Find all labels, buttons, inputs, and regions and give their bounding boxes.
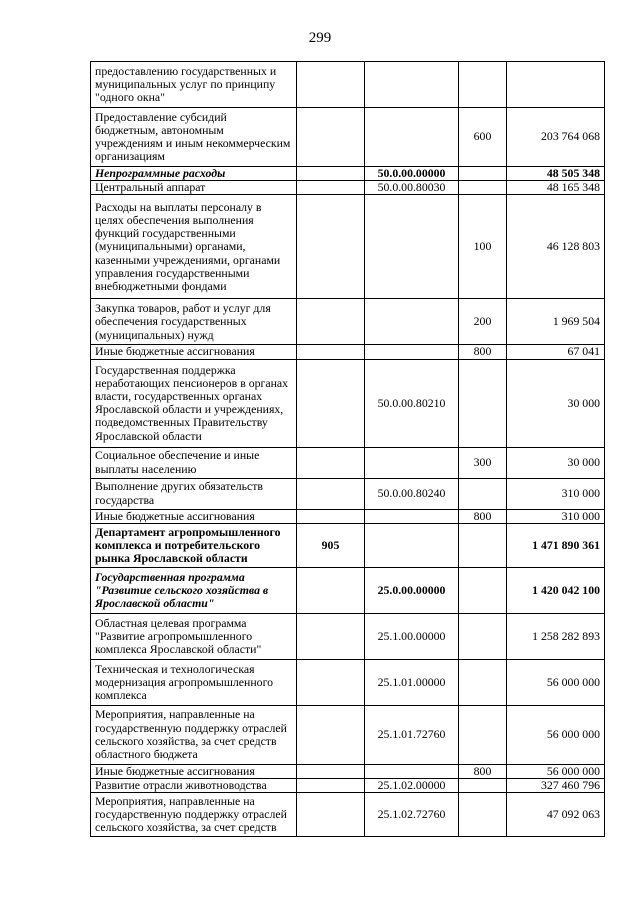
target-article-cell bbox=[365, 108, 459, 167]
amount-cell: 1 471 890 361 bbox=[507, 523, 605, 567]
item-name-cell: Непрограммные расходы bbox=[91, 167, 297, 181]
budget-table bbox=[90, 61, 605, 837]
table-row bbox=[91, 659, 605, 705]
table-row bbox=[91, 793, 605, 837]
expense-type-cell bbox=[459, 793, 507, 837]
table-row bbox=[91, 705, 605, 764]
target-article-cell: 50.0.00.80240 bbox=[365, 478, 459, 509]
item-name-cell: Государственная программа "Развитие сельского хозяйства в Ярославской области" bbox=[91, 567, 297, 613]
item-name-cell: Иные бюджетные ассигнования bbox=[91, 345, 297, 359]
department-code-cell bbox=[297, 793, 365, 837]
amount-cell: 56 000 000 bbox=[507, 764, 605, 778]
expense-type-cell bbox=[459, 181, 507, 195]
target-article-cell bbox=[365, 523, 459, 567]
amount-cell: 327 460 796 bbox=[507, 779, 605, 793]
expense-type-cell bbox=[459, 478, 507, 509]
table-row bbox=[91, 523, 605, 567]
item-name-cell: Развитие отрасли животноводства bbox=[91, 779, 297, 793]
amount-cell: 46 128 803 bbox=[507, 195, 605, 299]
item-name-cell: Закупка товаров, работ и услуг для обеспечения государственных (муниципальных) нужд bbox=[91, 299, 297, 345]
amount-cell: 203 764 068 bbox=[507, 108, 605, 167]
target-article-cell: 25.1.02.72760 bbox=[365, 793, 459, 837]
target-article-cell bbox=[365, 62, 459, 108]
department-code-cell bbox=[297, 659, 365, 705]
expense-type-cell: 300 bbox=[459, 447, 507, 478]
table-row bbox=[91, 167, 605, 181]
item-name-cell: Иные бюджетные ассигнования bbox=[91, 764, 297, 778]
table-row bbox=[91, 359, 605, 447]
target-article-cell: 25.1.01.72760 bbox=[365, 705, 459, 764]
table-row bbox=[91, 345, 605, 359]
amount-cell: 56 000 000 bbox=[507, 659, 605, 705]
expense-type-cell bbox=[459, 613, 507, 659]
target-article-cell bbox=[365, 447, 459, 478]
department-code-cell bbox=[297, 299, 365, 345]
expense-type-cell bbox=[459, 523, 507, 567]
table-row bbox=[91, 447, 605, 478]
table-row bbox=[91, 478, 605, 509]
department-code-cell bbox=[297, 108, 365, 167]
amount-cell: 48 165 348 bbox=[507, 181, 605, 195]
department-code-cell bbox=[297, 478, 365, 509]
department-code-cell bbox=[297, 195, 365, 299]
table-row bbox=[91, 108, 605, 167]
expense-type-cell: 800 bbox=[459, 509, 507, 523]
target-article-cell bbox=[365, 764, 459, 778]
item-name-cell: Расходы на выплаты персоналу в целях обеспечения выполнения функций государственными (муниципальными) органами, казенными учреждениями, органами управления государственными внебюджетными фондами bbox=[91, 195, 297, 299]
department-code-cell bbox=[297, 62, 365, 108]
amount-cell: 1 258 282 893 bbox=[507, 613, 605, 659]
target-article-cell: 50.0.00.80210 bbox=[365, 359, 459, 447]
target-article-cell bbox=[365, 345, 459, 359]
target-article-cell: 25.1.02.00000 bbox=[365, 779, 459, 793]
expense-type-cell: 600 bbox=[459, 108, 507, 167]
expense-type-cell bbox=[459, 62, 507, 108]
item-name-cell: Выполнение других обязательств государства bbox=[91, 478, 297, 509]
item-name-cell: Департамент агропромышленного комплекса и потребительского рынка Ярославской области bbox=[91, 523, 297, 567]
item-name-cell: Иные бюджетные ассигнования bbox=[91, 509, 297, 523]
amount-cell: 67 041 bbox=[507, 345, 605, 359]
amount-cell: 47 092 063 bbox=[507, 793, 605, 837]
amount-cell: 56 000 000 bbox=[507, 705, 605, 764]
department-code-cell bbox=[297, 359, 365, 447]
target-article-cell bbox=[365, 299, 459, 345]
target-article-cell: 25.1.01.00000 bbox=[365, 659, 459, 705]
table-row bbox=[91, 764, 605, 778]
item-name-cell: Социальное обеспечение и иные выплаты населению bbox=[91, 447, 297, 478]
department-code-cell bbox=[297, 764, 365, 778]
table-row bbox=[91, 195, 605, 299]
table-row bbox=[91, 779, 605, 793]
department-code-cell bbox=[297, 345, 365, 359]
expense-type-cell bbox=[459, 167, 507, 181]
department-code-cell bbox=[297, 613, 365, 659]
department-code-cell bbox=[297, 509, 365, 523]
department-code-cell bbox=[297, 567, 365, 613]
item-name-cell: Техническая и технологическая модернизация агропромышленного комплекса bbox=[91, 659, 297, 705]
table-row bbox=[91, 181, 605, 195]
target-article-cell bbox=[365, 509, 459, 523]
department-code-cell bbox=[297, 705, 365, 764]
expense-type-cell: 100 bbox=[459, 195, 507, 299]
amount-cell: 1 969 504 bbox=[507, 299, 605, 345]
item-name-cell: Мероприятия, направленные на государственную поддержку отраслей сельского хозяйства, за счет средств bbox=[91, 793, 297, 837]
target-article-cell bbox=[365, 195, 459, 299]
table-row bbox=[91, 62, 605, 108]
expense-type-cell bbox=[459, 359, 507, 447]
item-name-cell: предоставлению государственных и муниципальных услуг по принципу "одного окна" bbox=[91, 62, 297, 108]
item-name-cell: Мероприятия, направленные на государственную поддержку отраслей сельского хозяйства, за счет средств областного бюджета bbox=[91, 705, 297, 764]
department-code-cell bbox=[297, 167, 365, 181]
target-article-cell: 25.1.00.00000 bbox=[365, 613, 459, 659]
amount-cell: 1 420 042 100 bbox=[507, 567, 605, 613]
target-article-cell: 25.0.00.00000 bbox=[365, 567, 459, 613]
amount-cell: 310 000 bbox=[507, 509, 605, 523]
item-name-cell: Предоставление субсидий бюджетным, автономным учреждениям и иным некоммерческим организациям bbox=[91, 108, 297, 167]
expense-type-cell bbox=[459, 779, 507, 793]
budget-table-body bbox=[91, 62, 605, 837]
amount-cell bbox=[507, 62, 605, 108]
table-row bbox=[91, 613, 605, 659]
table-row bbox=[91, 567, 605, 613]
target-article-cell: 50.0.00.00000 bbox=[365, 167, 459, 181]
expense-type-cell bbox=[459, 567, 507, 613]
expense-type-cell: 800 bbox=[459, 345, 507, 359]
expense-type-cell bbox=[459, 659, 507, 705]
target-article-cell: 50.0.00.80030 bbox=[365, 181, 459, 195]
page-number: 299 bbox=[308, 30, 332, 46]
department-code-cell bbox=[297, 181, 365, 195]
department-code-cell bbox=[297, 447, 365, 478]
item-name-cell: Центральный аппарат bbox=[91, 181, 297, 195]
amount-cell: 30 000 bbox=[507, 359, 605, 447]
amount-cell: 310 000 bbox=[507, 478, 605, 509]
department-code-cell: 905 bbox=[297, 523, 365, 567]
expense-type-cell: 200 bbox=[459, 299, 507, 345]
expense-type-cell: 800 bbox=[459, 764, 507, 778]
expense-type-cell bbox=[459, 705, 507, 764]
table-row bbox=[91, 509, 605, 523]
table-row bbox=[91, 299, 605, 345]
department-code-cell bbox=[297, 779, 365, 793]
amount-cell: 48 505 348 bbox=[507, 167, 605, 181]
item-name-cell: Государственная поддержка неработающих пенсионеров в органах власти, государственных органах Ярославской области и учреждениях, подведомственных Правительству Ярославской области bbox=[91, 359, 297, 447]
amount-cell: 30 000 bbox=[507, 447, 605, 478]
item-name-cell: Областная целевая программа "Развитие агропромышленного комплекса Ярославской области" bbox=[91, 613, 297, 659]
